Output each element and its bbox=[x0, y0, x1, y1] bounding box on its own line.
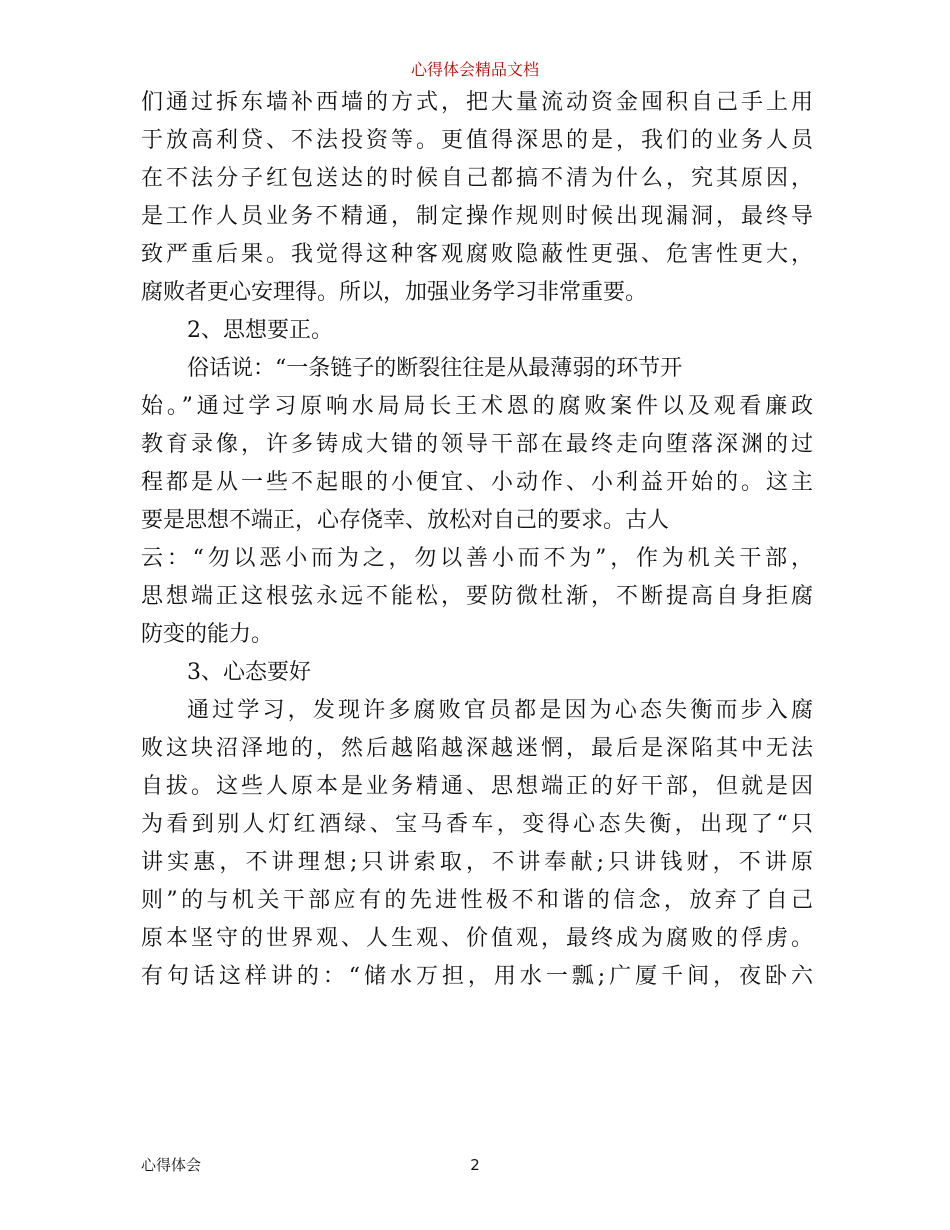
body-line: 原本坚守的世界观、人生观、价值观，最终成为腐败的俘虏。 bbox=[141, 926, 813, 951]
body-line: 腐败者更心安理得。所以，加强业务学习非常重要。 bbox=[141, 280, 648, 305]
body-line: 于放高利贷、不法投资等。更值得深思的是，我们的业务人员 bbox=[141, 128, 813, 153]
body-line: 为看到别人灯红酒绿、宝马香车，变得心态失衡，出现了“只 bbox=[141, 812, 813, 837]
body-line: 则”的与机关干部应有的先进性极不和谐的信念，放弃了自己 bbox=[141, 888, 813, 913]
document-body bbox=[141, 84, 813, 996]
body-line: 云：“勿以恶小而为之，勿以善小而不为”，作为机关干部， bbox=[141, 546, 813, 571]
body-line: 们通过拆东墙补西墙的方式，把大量流动资金囤积自己手上用 bbox=[141, 90, 813, 115]
body-line: 败这块沼泽地的，然后越陷越深越迷惘，最后是深陷其中无法 bbox=[141, 736, 813, 761]
body-line: 通过学习，发现许多腐败官员都是因为心态失衡而步入腐 bbox=[187, 698, 813, 723]
body-line: 要是思想不端正，心存侥幸、放松对自己的要求。古人 bbox=[141, 508, 670, 533]
body-line: 讲实惠，不讲理想;只讲索取，不讲奉献;只讲钱财，不讲原 bbox=[141, 850, 813, 875]
page-header-title: 心得体会精品文档 bbox=[410, 60, 539, 79]
page-number: 2 bbox=[470, 1156, 480, 1174]
body-line: 是工作人员业务不精通，制定操作规则时候出现漏洞，最终导 bbox=[141, 204, 813, 229]
body-line: 自拔。这些人原本是业务精通、思想端正的好干部，但就是因 bbox=[141, 774, 813, 799]
section-heading-3: 3、心态要好 bbox=[187, 660, 311, 685]
body-line: 教育录像，许多铸成大错的领导干部在最终走向堕落深渊的过 bbox=[141, 432, 813, 457]
body-line: 思想端正这根弦永远不能松，要防微杜渐，不断提高自身拒腐 bbox=[141, 584, 813, 609]
page-footer-label: 心得体会 bbox=[141, 1156, 202, 1174]
body-line: 始。”通过学习原响水局局长王术恩的腐败案件以及观看廉政 bbox=[141, 394, 813, 419]
body-line: 致严重后果。我觉得这种客观腐败隐蔽性更强、危害性更大， bbox=[141, 242, 813, 267]
body-line: 防变的能力。 bbox=[141, 622, 274, 647]
body-line: 俗话说：“一条链子的断裂往往是从最薄弱的环节开 bbox=[187, 356, 683, 381]
body-line: 有句话这样讲的：“储水万担，用水一瓢;广厦千间，夜卧六 bbox=[141, 964, 813, 989]
body-line: 程都是从一些不起眼的小便宜、小动作、小利益开始的。这主 bbox=[141, 470, 813, 495]
body-line: 在不法分子红包送达的时候自己都搞不清为什么，究其原因， bbox=[141, 166, 813, 191]
section-heading-2: 2、思想要正。 bbox=[187, 318, 333, 343]
